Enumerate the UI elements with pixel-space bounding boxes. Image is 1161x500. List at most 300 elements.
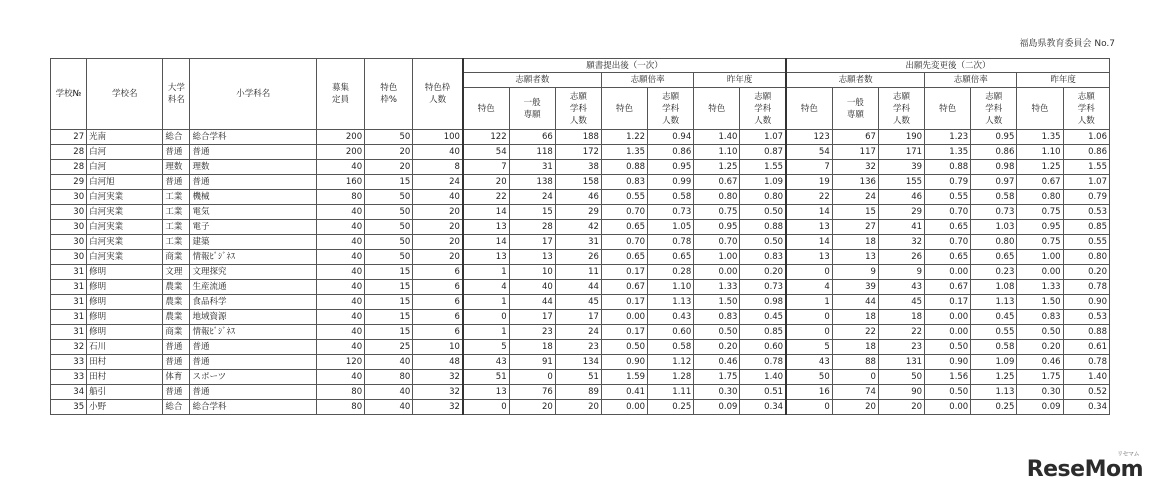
- table-cell: 0.85: [1063, 220, 1109, 235]
- table-cell: 1.75: [1017, 370, 1063, 385]
- table-cell: 1.33: [694, 280, 740, 295]
- h-gakka-1: 志願 学科 人数: [555, 88, 601, 130]
- table-cell: 13: [463, 250, 509, 265]
- table-cell: 修明: [87, 280, 163, 295]
- table-cell: 89: [555, 385, 601, 400]
- table-cell: 0.65: [601, 250, 647, 265]
- table-cell: 0.94: [648, 130, 694, 145]
- table-cell: 30: [51, 235, 87, 250]
- table-cell: 0.17: [601, 295, 647, 310]
- table-cell: 0.17: [601, 265, 647, 280]
- table-cell: 0: [463, 400, 509, 415]
- table-cell: 43: [878, 280, 924, 295]
- table-cell: 0.50: [740, 235, 786, 250]
- table-cell: 0.34: [1063, 400, 1109, 415]
- table-cell: 67: [832, 130, 878, 145]
- table-cell: 0.90: [601, 355, 647, 370]
- table-cell: 船引: [87, 385, 163, 400]
- table-cell: 80: [316, 190, 364, 205]
- table-cell: 31: [509, 160, 555, 175]
- table-cell: 工業: [163, 220, 190, 235]
- table-cell: 9: [878, 265, 924, 280]
- table-cell: 40: [316, 295, 364, 310]
- table-cell: 0.88: [740, 220, 786, 235]
- table-cell: 0.73: [971, 205, 1017, 220]
- table-cell: 1: [463, 295, 509, 310]
- table-cell: 0.73: [740, 280, 786, 295]
- table-cell: 0.50: [925, 385, 971, 400]
- table-cell: 24: [413, 175, 463, 190]
- h-toku-ratio-1: 特色: [601, 88, 647, 130]
- table-cell: 0.58: [971, 340, 1017, 355]
- table-cell: 0.80: [971, 235, 1017, 250]
- group-first: 願書提出後（一次）: [463, 59, 786, 73]
- table-cell: 31: [51, 310, 87, 325]
- table-cell: 6: [413, 280, 463, 295]
- table-cell: 体育: [163, 370, 190, 385]
- table-cell: 0.83: [601, 175, 647, 190]
- table-cell: 0.65: [601, 220, 647, 235]
- table-cell: 0.99: [648, 175, 694, 190]
- col-tokushoku-pct: 特色 枠%: [365, 59, 413, 130]
- table-cell: 40: [413, 145, 463, 160]
- table-cell: 29: [878, 205, 924, 220]
- table-cell: 0.78: [648, 235, 694, 250]
- table-cell: 30: [51, 190, 87, 205]
- h-toku-2: 特色: [786, 88, 832, 130]
- table-cell: 0.70: [694, 235, 740, 250]
- table-cell: 1.12: [648, 355, 694, 370]
- table-cell: 0.20: [740, 265, 786, 280]
- table-cell: 1.33: [1017, 280, 1063, 295]
- table-cell: 6: [413, 310, 463, 325]
- table-cell: 0.86: [648, 145, 694, 160]
- table-cell: 1.06: [1063, 130, 1109, 145]
- table-cell: 158: [555, 175, 601, 190]
- table-cell: 28: [51, 160, 87, 175]
- table-cell: 0.88: [601, 160, 647, 175]
- table-cell: 1.07: [1063, 175, 1109, 190]
- table-cell: 40: [316, 310, 364, 325]
- table-cell: 40: [316, 235, 364, 250]
- h-prev-gakka-2: 志願 学科 人数: [1063, 88, 1109, 130]
- table-cell: 46: [555, 190, 601, 205]
- table-cell: 40: [316, 250, 364, 265]
- table-cell: 100: [413, 130, 463, 145]
- table-cell: 0.60: [648, 325, 694, 340]
- table-cell: 0.30: [1017, 385, 1063, 400]
- table-cell: 20: [365, 145, 413, 160]
- table-cell: 40: [316, 220, 364, 235]
- table-cell: 33: [51, 370, 87, 385]
- table-cell: 10: [509, 265, 555, 280]
- table-cell: 白河: [87, 160, 163, 175]
- table-cell: スポーツ: [190, 370, 316, 385]
- table-cell: 0.83: [740, 250, 786, 265]
- table-cell: 0.70: [601, 235, 647, 250]
- table-cell: 0.80: [694, 190, 740, 205]
- table-cell: 22: [463, 190, 509, 205]
- h-gakka-ratio-1: 志願 学科 人数: [648, 88, 694, 130]
- table-cell: 91: [509, 355, 555, 370]
- table-cell: 0.65: [971, 250, 1017, 265]
- table-cell: 0.75: [694, 205, 740, 220]
- h-prev-gakka-1: 志願 学科 人数: [740, 88, 786, 130]
- table-cell: 0.00: [1017, 265, 1063, 280]
- table-cell: 理数: [163, 160, 190, 175]
- table-cell: 40: [316, 265, 364, 280]
- table-cell: 32: [878, 235, 924, 250]
- table-cell: 15: [365, 310, 413, 325]
- table-cell: 石川: [87, 340, 163, 355]
- table-cell: 0.23: [971, 265, 1017, 280]
- table-cell: 0.50: [740, 205, 786, 220]
- resemom-logo: ReseMom リセマム: [1026, 451, 1143, 482]
- sub-applicants-2: 志願者数: [786, 73, 924, 88]
- table-cell: 商業: [163, 250, 190, 265]
- table-cell: 17: [555, 310, 601, 325]
- table-cell: 0.00: [601, 400, 647, 415]
- table-cell: 54: [786, 145, 832, 160]
- table-cell: 172: [555, 145, 601, 160]
- sub-prev-2: 昨年度: [1017, 73, 1110, 88]
- table-cell: 14: [786, 235, 832, 250]
- table-cell: 0.83: [694, 310, 740, 325]
- table-cell: 40: [365, 385, 413, 400]
- table-cell: 22: [786, 190, 832, 205]
- table-cell: 0.80: [740, 190, 786, 205]
- table-cell: 40: [316, 370, 364, 385]
- table-cell: 138: [509, 175, 555, 190]
- table-cell: 80: [316, 400, 364, 415]
- table-cell: 31: [51, 280, 87, 295]
- col-sub-dept: 小学科名: [190, 59, 316, 130]
- table-row: [51, 160, 1110, 175]
- table-cell: 0.09: [1017, 400, 1063, 415]
- table-cell: 電気: [190, 205, 316, 220]
- table-cell: 0.95: [1017, 220, 1063, 235]
- table-cell: 24: [832, 190, 878, 205]
- table-cell: 0.80: [1063, 250, 1109, 265]
- table-cell: 15: [365, 295, 413, 310]
- issuer-label: 福島県教育委員会 No.7: [1019, 39, 1115, 49]
- table-cell: 23: [878, 340, 924, 355]
- table-row: [51, 370, 1110, 385]
- sub-prev-1: 昨年度: [694, 73, 786, 88]
- table-cell: 30: [51, 220, 87, 235]
- table-cell: 0.53: [1063, 310, 1109, 325]
- table-cell: 修明: [87, 325, 163, 340]
- table-cell: 修明: [87, 265, 163, 280]
- table-cell: 地域資源: [190, 310, 316, 325]
- table-cell: 35: [51, 400, 87, 415]
- table-cell: 74: [832, 385, 878, 400]
- table-cell: 総合: [163, 130, 190, 145]
- table-cell: 5: [786, 340, 832, 355]
- table-cell: 44: [832, 295, 878, 310]
- table-cell: 0.25: [971, 400, 1017, 415]
- table-cell: 38: [555, 160, 601, 175]
- table-cell: 18: [832, 310, 878, 325]
- table-cell: 0.75: [1017, 235, 1063, 250]
- col-dept: 大学 科名: [163, 59, 190, 130]
- table-cell: 0.45: [740, 310, 786, 325]
- table-cell: 32: [51, 340, 87, 355]
- table-cell: 0.65: [925, 220, 971, 235]
- table-cell: 0.51: [740, 385, 786, 400]
- table-cell: 45: [555, 295, 601, 310]
- table-cell: 200: [316, 130, 364, 145]
- table-cell: 0.28: [648, 265, 694, 280]
- h-ippan-2: 一般 専願: [832, 88, 878, 130]
- table-cell: 生産流通: [190, 280, 316, 295]
- table-cell: 15: [832, 205, 878, 220]
- table-cell: 120: [316, 355, 364, 370]
- table-cell: 1.35: [925, 145, 971, 160]
- table-cell: 0.50: [1017, 325, 1063, 340]
- table-cell: 0.58: [648, 190, 694, 205]
- table-cell: 117: [832, 145, 878, 160]
- table-cell: 1.08: [971, 280, 1017, 295]
- table-cell: 1.05: [648, 220, 694, 235]
- table-cell: 1.00: [1017, 250, 1063, 265]
- table-cell: 0.20: [1063, 265, 1109, 280]
- table-cell: 1.75: [694, 370, 740, 385]
- col-tokushoku-num: 特色枠 人数: [413, 59, 463, 130]
- table-cell: 普通: [190, 145, 316, 160]
- table-cell: 50: [786, 370, 832, 385]
- table-cell: 1.10: [694, 145, 740, 160]
- table-cell: 134: [555, 355, 601, 370]
- table-cell: 76: [509, 385, 555, 400]
- table-row: [51, 400, 1110, 415]
- table-cell: 0.52: [1063, 385, 1109, 400]
- table-cell: 田村: [87, 370, 163, 385]
- table-cell: 0.41: [601, 385, 647, 400]
- table-cell: 10: [413, 340, 463, 355]
- table-cell: 4: [463, 280, 509, 295]
- table-cell: 14: [463, 235, 509, 250]
- table-cell: 白河旭: [87, 175, 163, 190]
- table-cell: 白河: [87, 145, 163, 160]
- table-cell: 光南: [87, 130, 163, 145]
- table-cell: 普通: [163, 175, 190, 190]
- table-cell: 0.73: [648, 205, 694, 220]
- h-toku-1: 特色: [463, 88, 509, 130]
- table-cell: 0.80: [1017, 190, 1063, 205]
- table-cell: 普通: [163, 340, 190, 355]
- table-cell: 普通: [190, 385, 316, 400]
- table-cell: 20: [878, 400, 924, 415]
- table-cell: 0.60: [740, 340, 786, 355]
- table-cell: 1.55: [740, 160, 786, 175]
- table-cell: 0.45: [971, 310, 1017, 325]
- table-cell: 1.40: [740, 370, 786, 385]
- table-cell: 0.34: [740, 400, 786, 415]
- table-cell: 50: [365, 235, 413, 250]
- table-cell: 0: [786, 310, 832, 325]
- table-cell: 20: [365, 160, 413, 175]
- table-cell: 13: [463, 220, 509, 235]
- table-cell: 33: [51, 355, 87, 370]
- table-cell: 0.00: [694, 265, 740, 280]
- table-cell: 0.65: [648, 250, 694, 265]
- table-cell: 32: [413, 385, 463, 400]
- table-row: [51, 280, 1110, 295]
- table-cell: 0.79: [925, 175, 971, 190]
- table-cell: 51: [555, 370, 601, 385]
- table-cell: 総合学科: [190, 130, 316, 145]
- table-cell: 0.95: [694, 220, 740, 235]
- table-cell: 白河実業: [87, 235, 163, 250]
- table-cell: 28: [51, 145, 87, 160]
- table-cell: 50: [365, 220, 413, 235]
- table-cell: 51: [463, 370, 509, 385]
- table-cell: 機械: [190, 190, 316, 205]
- table-cell: 0.50: [925, 340, 971, 355]
- sub-applicants-1: 志願者数: [463, 73, 601, 88]
- table-cell: 1.40: [694, 130, 740, 145]
- table-cell: 0.95: [971, 130, 1017, 145]
- table-cell: 40: [316, 280, 364, 295]
- table-cell: 1.50: [1017, 295, 1063, 310]
- table-cell: 123: [786, 130, 832, 145]
- table-cell: 0.61: [1063, 340, 1109, 355]
- table-cell: 0: [786, 265, 832, 280]
- table-cell: 39: [832, 280, 878, 295]
- table-cell: 14: [463, 205, 509, 220]
- table-cell: 0.70: [601, 205, 647, 220]
- table-cell: 80: [316, 385, 364, 400]
- table-cell: 0.98: [740, 295, 786, 310]
- table-cell: 0.53: [1063, 205, 1109, 220]
- table-cell: 1.25: [694, 160, 740, 175]
- table-cell: 0.00: [601, 310, 647, 325]
- table-cell: 1.23: [925, 130, 971, 145]
- table-cell: 1.59: [601, 370, 647, 385]
- table-cell: 情報ﾋﾞｼﾞﾈｽ: [190, 250, 316, 265]
- table-cell: 普通: [190, 175, 316, 190]
- table-cell: 白河実業: [87, 220, 163, 235]
- table-row: [51, 295, 1110, 310]
- table-cell: 43: [786, 355, 832, 370]
- table-cell: 工業: [163, 235, 190, 250]
- table-cell: 1.10: [648, 280, 694, 295]
- table-cell: 23: [509, 325, 555, 340]
- table-cell: 42: [555, 220, 601, 235]
- table-cell: 0: [832, 370, 878, 385]
- table-cell: 田村: [87, 355, 163, 370]
- table-cell: 0.09: [694, 400, 740, 415]
- table-cell: 0.86: [971, 145, 1017, 160]
- table-cell: 普通: [190, 355, 316, 370]
- table-cell: 総合学科: [190, 400, 316, 415]
- h-gakka-2: 志願 学科 人数: [878, 88, 924, 130]
- table-cell: 31: [51, 265, 87, 280]
- table-cell: 1.56: [925, 370, 971, 385]
- table-row: [51, 265, 1110, 280]
- table-cell: 136: [832, 175, 878, 190]
- table-cell: 1.13: [971, 385, 1017, 400]
- table-cell: 0.20: [694, 340, 740, 355]
- table-cell: 200: [316, 145, 364, 160]
- table-cell: 90: [878, 385, 924, 400]
- table-cell: 40: [365, 400, 413, 415]
- table-cell: 6: [413, 325, 463, 340]
- table-cell: 1.25: [971, 370, 1017, 385]
- table-cell: 0.67: [1017, 175, 1063, 190]
- h-toku-ratio-2: 特色: [925, 88, 971, 130]
- table-cell: 理数: [190, 160, 316, 175]
- table-cell: 6: [413, 295, 463, 310]
- table-cell: 0.50: [694, 325, 740, 340]
- table-cell: 17: [509, 310, 555, 325]
- table-cell: 1.40: [1063, 370, 1109, 385]
- table-cell: 15: [365, 175, 413, 190]
- table-cell: 0.20: [1017, 340, 1063, 355]
- table-body: [51, 130, 1110, 415]
- table-cell: 13: [832, 250, 878, 265]
- table-cell: 0.30: [694, 385, 740, 400]
- col-school-no: 学校№: [51, 59, 87, 130]
- table-cell: 1.09: [740, 175, 786, 190]
- table-cell: 50: [365, 250, 413, 265]
- table-cell: 0.55: [1063, 235, 1109, 250]
- table-cell: 1.25: [1017, 160, 1063, 175]
- table-cell: 1.50: [694, 295, 740, 310]
- table-cell: 18: [832, 235, 878, 250]
- table-cell: 15: [365, 325, 413, 340]
- table-cell: 122: [463, 130, 509, 145]
- table-cell: 修明: [87, 310, 163, 325]
- table-cell: 15: [365, 265, 413, 280]
- table-cell: 15: [509, 205, 555, 220]
- table-cell: 0.97: [971, 175, 1017, 190]
- table-cell: 24: [509, 190, 555, 205]
- table-row: [51, 235, 1110, 250]
- table-cell: 0.55: [925, 190, 971, 205]
- table-cell: 0.88: [1063, 325, 1109, 340]
- table-cell: 電子: [190, 220, 316, 235]
- table-cell: 工業: [163, 205, 190, 220]
- table-cell: 155: [878, 175, 924, 190]
- table-cell: 32: [413, 400, 463, 415]
- table-cell: 22: [878, 325, 924, 340]
- table-cell: 27: [51, 130, 87, 145]
- table-cell: 0: [463, 310, 509, 325]
- table-cell: 0.83: [1017, 310, 1063, 325]
- admissions-table: [50, 58, 1110, 415]
- table-cell: 5: [463, 340, 509, 355]
- table-cell: 20: [509, 400, 555, 415]
- table-cell: 0: [786, 325, 832, 340]
- table-cell: 0.46: [1017, 355, 1063, 370]
- table-row: [51, 355, 1110, 370]
- table-cell: 32: [413, 370, 463, 385]
- table-cell: 0.58: [971, 190, 1017, 205]
- table-cell: 0.78: [1063, 355, 1109, 370]
- table-row: [51, 325, 1110, 340]
- table-cell: 1.00: [694, 250, 740, 265]
- table-cell: 食品科学: [190, 295, 316, 310]
- table-cell: 26: [555, 250, 601, 265]
- table-cell: 44: [509, 295, 555, 310]
- table-cell: 1.22: [601, 130, 647, 145]
- table-cell: 20: [413, 250, 463, 265]
- table-cell: 50: [878, 370, 924, 385]
- table-cell: 0.78: [740, 355, 786, 370]
- table-cell: 白河実業: [87, 190, 163, 205]
